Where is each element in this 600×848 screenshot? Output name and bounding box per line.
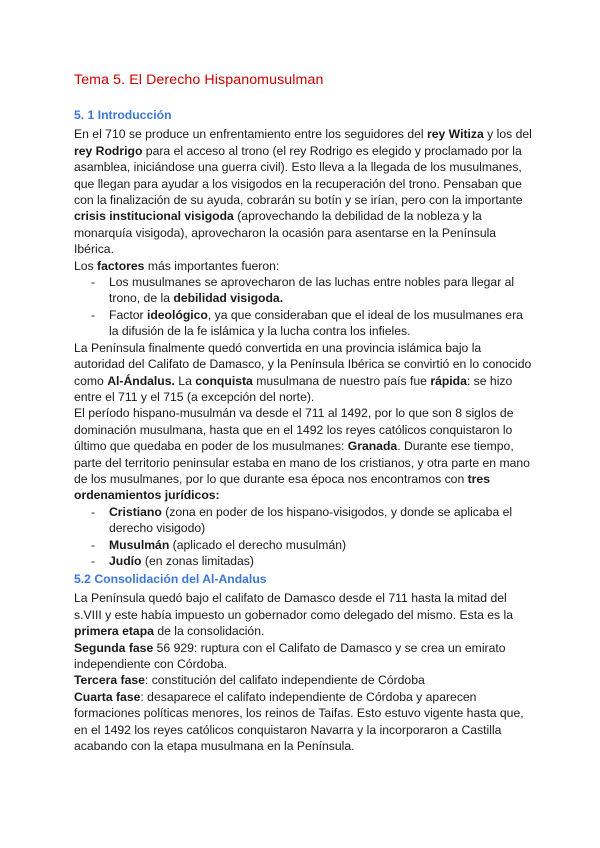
section-heading: 5.2 Consolidación del Al-Andalus xyxy=(74,572,267,586)
paragraph: Segunda fase 56 929: ruptura con el Califato de Damasco y se crea un emirato independiente con Córdoba. xyxy=(74,640,506,672)
paragraph: Los factores más importantes fueron: xyxy=(74,258,280,273)
section-heading: 5. 1 Introducción xyxy=(74,108,172,122)
paragraph: El período hispano-musulmán va desde el 711 al 1492, por lo que son 8 siglos de dominación musulmana, hasta que en el 1492 los reyes católicos conquistaron lo último que quedaba en poder de los musulmanes: Granada. Durante ese tiempo, parte del territorio peninsular estaba en mano de los cristianos, y otra parte en mano de los musulmanes, por lo que durante esa época nos encontramos con tres ordenamientos jurídicos: xyxy=(74,406,530,503)
page-title: Tema 5. El Derecho Hispanomusulman xyxy=(74,72,324,88)
paragraph: En el 710 se produce un enfrentamiento entre los seguidores del rey Witiza y los del rey Rodrigo para el acceso al trono (el rey Rodrigo es elegido y proclamado por la asamblea, iniciándose una guerra civil). Esto lleva a la llegada de los musulmanes, que llegan para ayudar a los visigodos en la recuperación del trono. Pensaban que con la finalización de su ayuda, cobrarán su botín y se irían, pero con la importante crisis institucional visigoda (aprovechando la debilidad de la nobleza y la monarquía visigoda), aprovecharon la ocasión para asentarse en la Península Ibérica. xyxy=(74,127,532,257)
list-item: - Judío (en zonas limitadas) xyxy=(91,553,254,568)
paragraph: La Península quedó bajo el califato de Damasco desde el 711 hasta la mitad del s.VIII y este había impuesto un gobernador como delegado del mismo. Esta es la primera etapa de la consolidación. xyxy=(74,591,513,639)
section-consolidacion xyxy=(74,571,534,754)
ordenamientos-list xyxy=(74,504,534,570)
paragraph: Tercera fase: constitución del califato independiente de Córdoba xyxy=(74,673,425,688)
list-item: - Cristiano (zona en poder de los hispano-visigodos, y donde se aplicaba el derecho visigodo) xyxy=(91,504,513,536)
factores-list xyxy=(74,274,534,340)
list-item: - Factor ideológico, ya que consideraban que el ideal de los musulmanes era la difusión de la fe islámica y la lucha contra los infieles. xyxy=(91,307,523,339)
paragraph: Cuarta fase: desaparece el califato independiente de Córdoba y aparecen formaciones políticas menores, los reinos de Taifas. Esto estuvo vigente hasta que, en el 1492 los reyes católicos conquistaron Navarra y la incorporaron a Castilla acabando con la etapa musulmana en la Península. xyxy=(74,689,524,754)
list-item: - Musulmán (aplicado el derecho musulmán) xyxy=(91,537,347,552)
paragraph: La Península finalmente quedó convertida en una provincia islámica bajo la autoridad del Califato de Damasco, y la Península Ibérica se convirtió en lo conocido como Al-Ándalus. La conquista musulmana de nuestro país fue rápida: se hizo entre el 711 y el 715 (a excepción del norte). xyxy=(74,340,532,404)
section-introduccion xyxy=(74,107,534,569)
list-item: - Los musulmanes se aprovecharon de las luchas entre nobles para llegar al trono, de la debilidad visigoda. xyxy=(91,275,515,306)
